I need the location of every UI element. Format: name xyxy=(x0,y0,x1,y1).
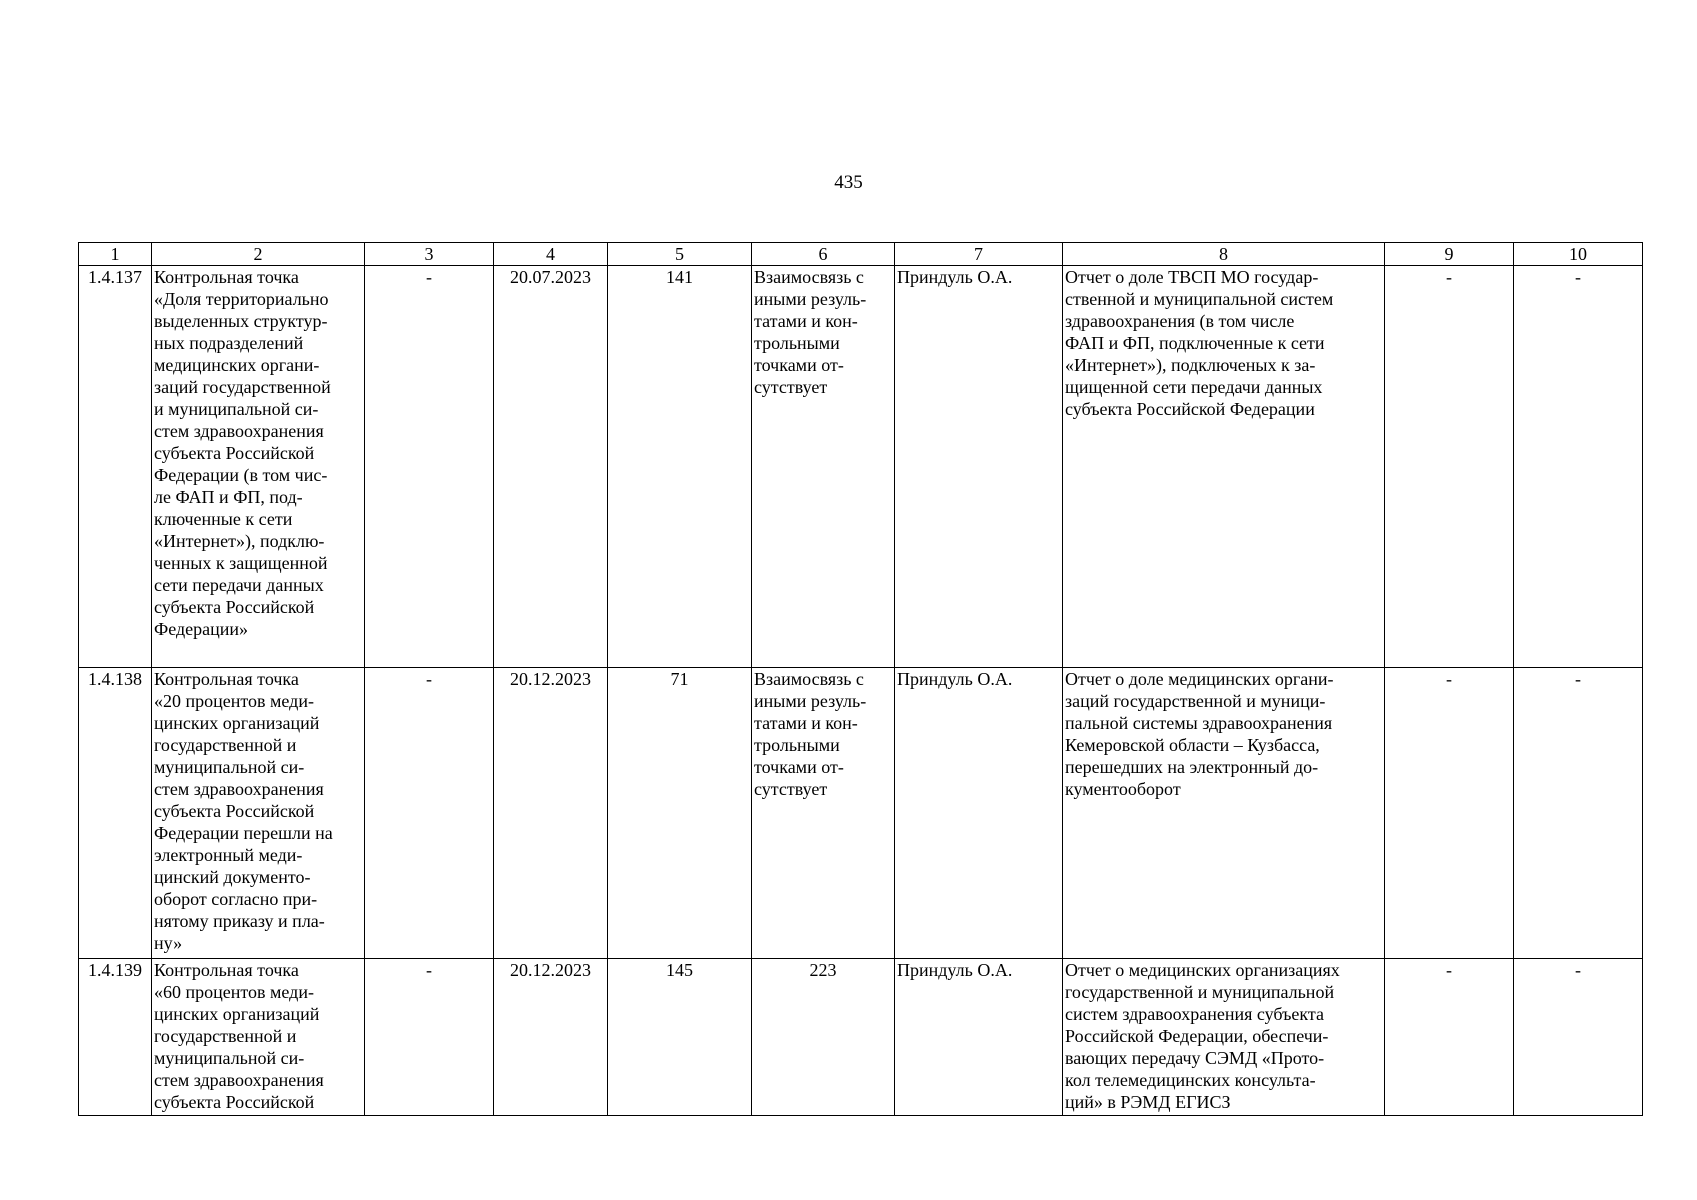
header-col-4: 4 xyxy=(494,243,608,266)
col5-value: 71 xyxy=(608,668,752,959)
control-points-table xyxy=(78,242,1643,1116)
date-value: 20.12.2023 xyxy=(494,668,608,959)
col9-value: - xyxy=(1385,668,1514,959)
col9-value: - xyxy=(1385,266,1514,668)
report-description: Отчет о доле ТВСП МО государ- ственной и муниципальной систем здравоохранения (в том числе ФАП и ФП, подключенные к сети «Интернет»), подключеных к за- щищенной сети передачи данных субъекта Российской Федерации xyxy=(1063,266,1385,668)
responsible-person: Приндуль О.А. xyxy=(895,959,1063,1116)
header-col-9: 9 xyxy=(1385,243,1514,266)
header-col-7: 7 xyxy=(895,243,1063,266)
header-col-5: 5 xyxy=(608,243,752,266)
responsible-person: Приндуль О.А. xyxy=(895,266,1063,668)
header-col-6: 6 xyxy=(752,243,895,266)
responsible-person: Приндуль О.А. xyxy=(895,668,1063,959)
report-description: Отчет о медицинских организациях государственной и муниципальной систем здравоохранения субъекта Российской Федерации, обеспечи- вающих передачу СЭМД «Прото- кол телемедицинских консульта- ций» в РЭМД ЕГИСЗ xyxy=(1063,959,1385,1116)
row-number: 1.4.138 xyxy=(79,668,152,959)
table-row xyxy=(79,266,1643,668)
relation-text: Взаимосвязь с иными резуль- татами и кон- трольными точками от- сутствует xyxy=(752,668,895,959)
col3-value: - xyxy=(365,266,494,668)
col3-value: - xyxy=(365,668,494,959)
col6-value: 223 xyxy=(752,959,895,1116)
relation-text: Взаимосвязь с иными резуль- татами и кон- трольными точками от- сутствует xyxy=(752,266,895,668)
page-number: 435 xyxy=(834,172,863,193)
report-description: Отчет о доле медицинских органи- заций государственной и муници- пальной системы здравоохранения Кемеровской области – Кузбасса, перешедших на электронный до- кументооборот xyxy=(1063,668,1385,959)
col10-value: - xyxy=(1514,959,1643,1116)
row-number: 1.4.139 xyxy=(79,959,152,1116)
header-col-2: 2 xyxy=(152,243,365,266)
table-row xyxy=(79,959,1643,1116)
control-point-name: Контрольная точка «20 процентов меди- цинских организаций государственной и муниципальной си- стем здравоохранения субъекта Российской Федерации перешли на электронный меди- цинский документо- оборот согласно при- нятому приказу и пла- ну» xyxy=(152,668,365,959)
header-col-1: 1 xyxy=(79,243,152,266)
header-col-8: 8 xyxy=(1063,243,1385,266)
col5-value: 141 xyxy=(608,266,752,668)
header-row xyxy=(79,243,1643,266)
header-col-10: 10 xyxy=(1514,243,1643,266)
col10-value: - xyxy=(1514,266,1643,668)
date-value: 20.12.2023 xyxy=(494,959,608,1116)
control-point-name: Контрольная точка «Доля территориально выделенных структур- ных подразделений медицинских органи- заций государственной и муниципальной си- стем здравоохранения субъекта Российской Федерации (в том чис- ле ФАП и ФП, под- ключенные к сети «Интернет»), подклю- ченных к защищенной сети передачи данных субъекта Российской Федерации» xyxy=(152,266,365,668)
col10-value: - xyxy=(1514,668,1643,959)
col3-value: - xyxy=(365,959,494,1116)
control-point-name: Контрольная точка «60 процентов меди- цинских организаций государственной и муниципальной си- стем здравоохранения субъекта Российской xyxy=(152,959,365,1116)
col9-value: - xyxy=(1385,959,1514,1116)
header-col-3: 3 xyxy=(365,243,494,266)
col5-value: 145 xyxy=(608,959,752,1116)
date-value: 20.07.2023 xyxy=(494,266,608,668)
row-number: 1.4.137 xyxy=(79,266,152,668)
table-row xyxy=(79,668,1643,959)
